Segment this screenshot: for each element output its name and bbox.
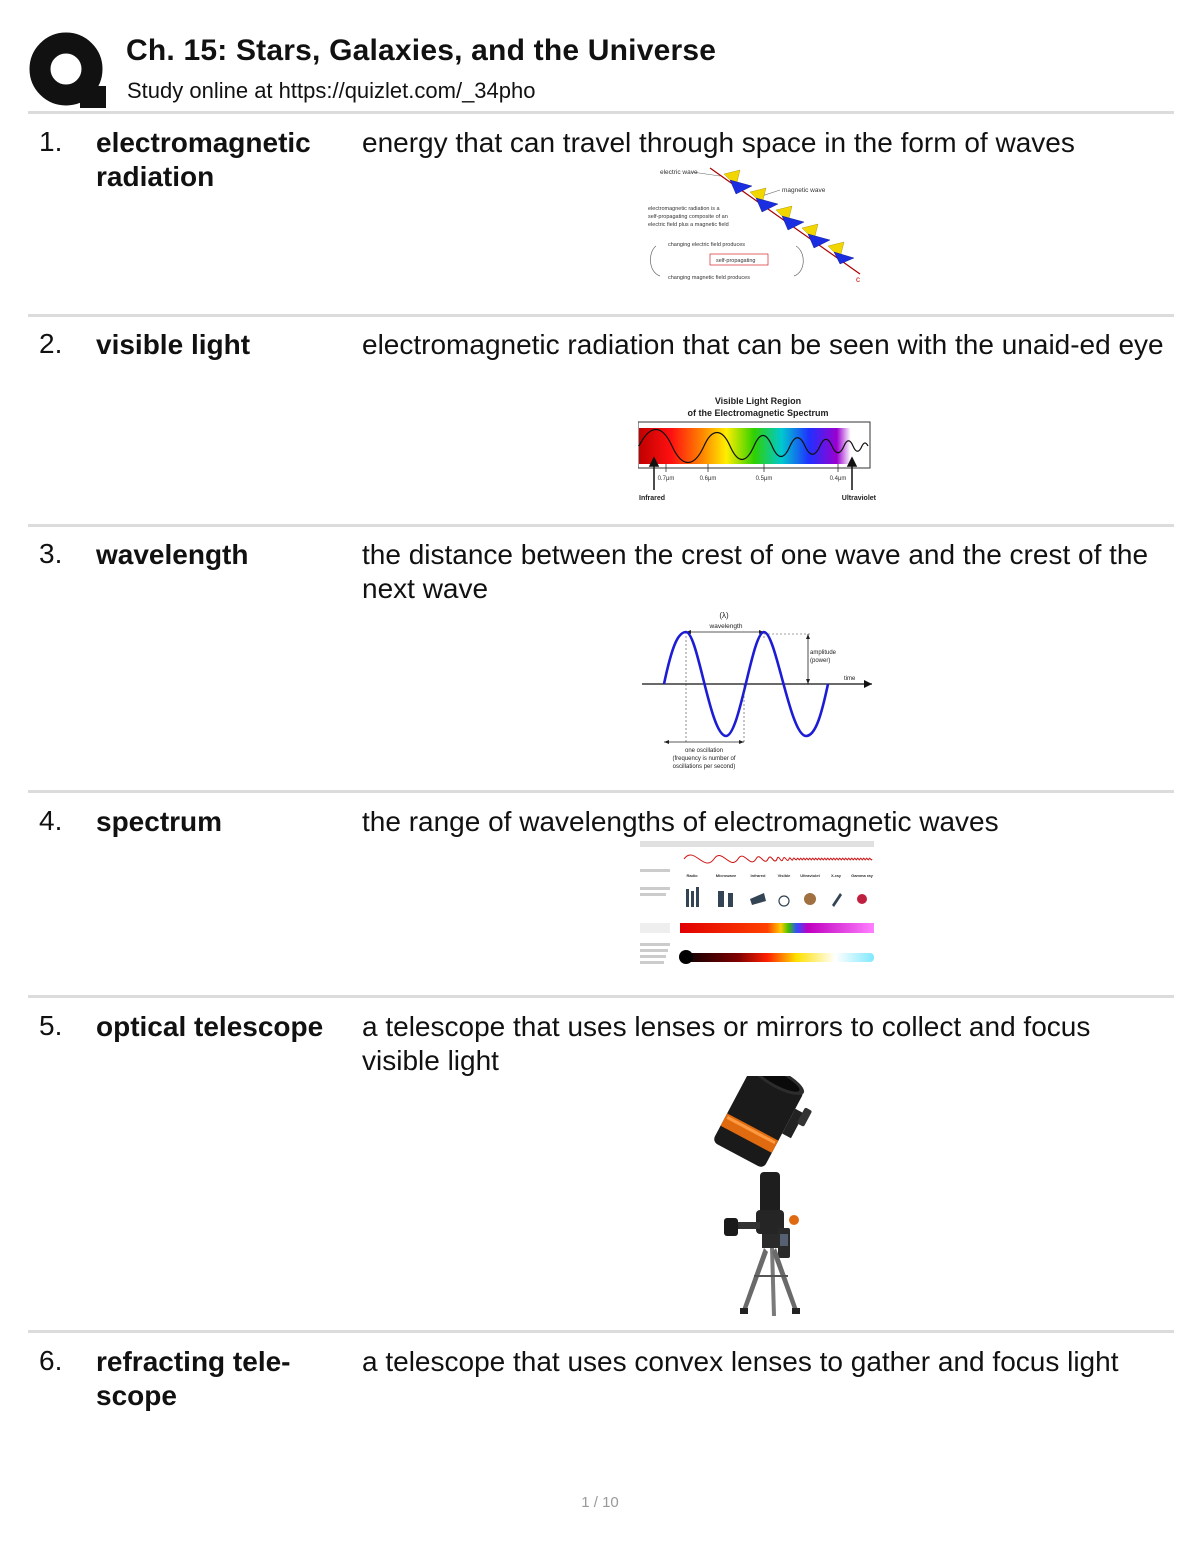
card-number: 6. xyxy=(39,1345,63,1376)
card-2 xyxy=(28,328,1174,524)
card-number: 3. xyxy=(39,538,63,569)
figure-caption: electromagnetic radiation is a xyxy=(648,206,720,212)
figure-label: one oscillation xyxy=(684,748,724,754)
band-label: Ultraviolet xyxy=(800,873,820,878)
card-definition: a telescope that uses convex lenses to gather and focus light xyxy=(362,1346,1119,1377)
band-label: Radio xyxy=(686,873,698,878)
divider xyxy=(28,524,1174,527)
telescope-image xyxy=(698,1076,844,1316)
wavelength-figure xyxy=(640,608,880,770)
figure-label: wavelength xyxy=(709,623,743,630)
figure-label: magnetic wave xyxy=(782,187,826,194)
figure-label: Infrared xyxy=(639,495,666,502)
page-number: 1 / 10 xyxy=(581,1494,619,1511)
tick-label: 0.6μm xyxy=(699,476,717,482)
figure-label: (frequency is number of xyxy=(672,756,736,762)
card-number: 2. xyxy=(39,328,63,359)
em-spectrum-figure xyxy=(640,839,876,975)
divider xyxy=(28,314,1174,317)
card-number: 4. xyxy=(39,805,63,836)
document-header xyxy=(28,28,1174,112)
card-number: 1. xyxy=(39,126,63,157)
visible-light-figure xyxy=(638,394,878,504)
quizlet-logo-icon xyxy=(28,32,106,108)
card-term: electromagnetic radiation xyxy=(96,127,311,192)
figure-label: amplitude xyxy=(810,650,837,656)
tick-label: 0.5μm xyxy=(755,476,773,482)
figure-label: c xyxy=(856,275,860,284)
card-5 xyxy=(28,1010,1174,1328)
divider xyxy=(28,1330,1174,1333)
band-label: Infrared xyxy=(750,873,766,878)
card-definition: electromagnetic radiation that can be seen with the unaid-ed eye xyxy=(362,329,1164,360)
divider xyxy=(28,995,1174,998)
card-definition: energy that can travel through space in the form of waves xyxy=(362,127,1075,158)
card-term: spectrum xyxy=(96,806,223,837)
card-term: visible light xyxy=(96,329,251,360)
figure-title: Visible Light Region xyxy=(714,396,802,406)
figure-label: changing magnetic field produces xyxy=(668,275,750,281)
card-term: optical telescope xyxy=(96,1011,324,1042)
figure-label: (power) xyxy=(810,658,831,664)
figure-label: self-propagating xyxy=(716,258,756,264)
figure-label: electric wave xyxy=(660,169,698,176)
card-4 xyxy=(28,805,1174,995)
figure-label: time xyxy=(844,676,856,682)
divider xyxy=(28,790,1174,793)
page-title: Ch. 15: Stars, Galaxies, and the Universe xyxy=(126,34,717,67)
card-definition: a telescope that uses lenses or mirrors to collect and focus visible light xyxy=(362,1011,1091,1076)
figure-label: (λ) xyxy=(719,611,729,620)
band-label: X-ray xyxy=(830,873,842,878)
figure-label: Ultraviolet xyxy=(841,495,876,502)
band-label: Gamma ray xyxy=(851,873,873,878)
card-3 xyxy=(28,538,1174,788)
figure-caption: self-propagating composite of an xyxy=(648,214,728,220)
card-definition: the range of wavelengths of electromagnetic waves xyxy=(362,806,999,837)
em-wave-figure xyxy=(640,166,880,284)
figure-label: changing electric field produces xyxy=(668,242,746,248)
card-term: wavelength xyxy=(96,539,249,570)
figure-caption: electric field plus a magnetic field xyxy=(648,222,729,228)
divider xyxy=(28,111,1174,114)
tick-label: 0.4μm xyxy=(829,476,847,482)
card-number: 5. xyxy=(39,1010,63,1041)
study-link[interactable]: Study online at https://quizlet.com/_34pho xyxy=(127,78,536,103)
band-label: Visible xyxy=(777,873,791,878)
tick-label: 0.7μm xyxy=(657,476,675,482)
card-definition: the distance between the crest of one wave and the crest of the next wave xyxy=(362,539,1149,604)
figure-title: of the Electromagnetic Spectrum xyxy=(687,408,829,418)
card-1 xyxy=(28,126,1174,316)
card-term: refracting tele-scope xyxy=(96,1346,291,1411)
figure-label: oscillations per second) xyxy=(672,764,736,770)
band-label: Microwave xyxy=(715,873,737,878)
card-6 xyxy=(28,1345,1174,1445)
